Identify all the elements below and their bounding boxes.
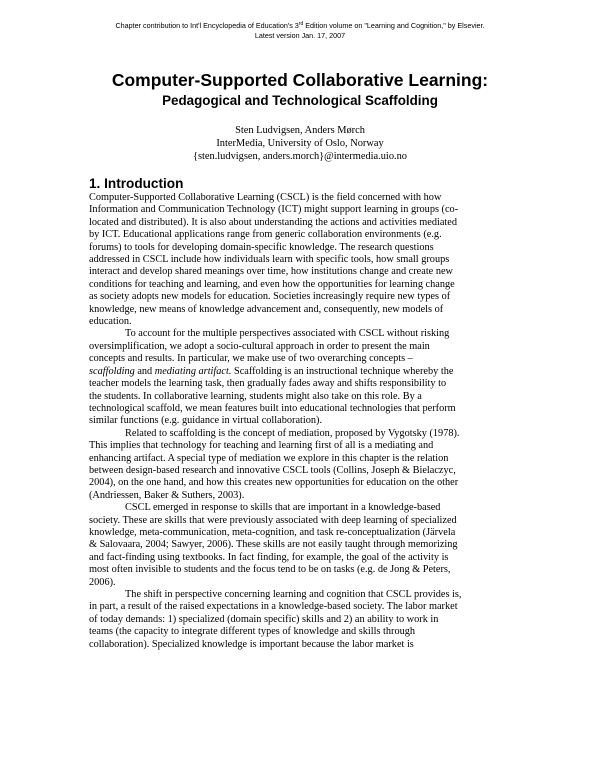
text-line: 2006).	[89, 576, 116, 588]
text-line: This implies that technology for teaching and learning first of all is a mediating and	[89, 440, 434, 452]
text-line: interact and develop shared meanings over time, how institutions change and create new	[89, 266, 453, 278]
text-line: most often invisible to students and the focus tend to be on tasks (e.g. de Jong & Peters,	[89, 564, 451, 576]
chapter-note-text-end: Edition volume on "Learning and Cognition," by Elsevier.	[303, 21, 485, 30]
text-line: similar functions (e.g. guidance in virtual collaboration).	[89, 415, 323, 427]
text-line: CSCL emerged in response to skills that are important in a knowledge-based	[125, 502, 441, 514]
author-email: {sten.ludvigsen, anders.morch}@intermedia.uio.no	[192, 151, 408, 162]
text-line: education.	[89, 316, 132, 328]
text-line: as society adopts new models for education. Societies increasingly require new types of	[89, 291, 451, 303]
text-line: addressed in CSCL include how individuals learn with specific tools, how small groups	[89, 254, 450, 266]
author-block	[40, 124, 560, 163]
text-line: between design-based research and innovative CSCL tools (Collins, Joseph & Bielaczyc,	[89, 464, 456, 476]
body-text	[89, 192, 519, 651]
text-line: of today demands: 1) specialized (domain specific) skills and 2) an ability to work in	[89, 613, 439, 625]
term-scaffolding: scaffolding	[89, 365, 135, 377]
term-mediating-artifact: mediating artifact.	[154, 365, 232, 377]
text-span: and	[134, 365, 155, 377]
chapter-note-superscript: rd	[298, 21, 304, 27]
text-line: by ICT. Educational applications range from generic collaboration environments (e.g.	[89, 229, 442, 241]
text-line: and fact-finding using textbooks. In fact finding, for example, the goal of the activity is	[89, 551, 449, 563]
chapter-note-text: Chapter contribution to Int'l Encyclopedia of Education's 3	[115, 21, 299, 30]
text-line: knowledge, meta-communication, meta-cognition, and task re-conceptualization (Järvela	[89, 526, 456, 538]
text-line: The shift in perspective concerning learning and cognition that CSCL provides is,	[125, 589, 462, 600]
text-line: collaboration). Specialized knowledge is important because the labor market is	[89, 638, 414, 650]
text-line: knowledge, new means of knowledge advancement and, consequently, new models of	[89, 303, 444, 315]
chapter-note	[60, 21, 540, 41]
text-line: in part, a result of the raised expectations in a knowledge-based society. The labor market	[89, 601, 458, 613]
text-line: technological scaffold, we mean features built into educational technologies that perform	[89, 402, 456, 414]
chapter-note-line	[60, 21, 540, 31]
paper-subtitle: Pedagogical and Technological Scaffolding	[162, 93, 438, 108]
text-line: Related to scaffolding is the concept of mediation, proposed by Vygotsky (1978).	[125, 427, 460, 439]
text-line: oversimplification, we adopt a socio-cultural approach in order to present the main	[89, 340, 430, 352]
author-names: Sten Ludvigsen, Anders Mørch	[235, 125, 365, 136]
text-line: Information and Communication Technology (ICT) might support learning in groups (co-	[89, 204, 459, 216]
section-heading: 1. Introduction	[89, 176, 184, 191]
text-line: (Andriessen, Baker & Suthers, 2003).	[89, 489, 245, 501]
author-affiliation: InterMedia, University of Oslo, Norway	[216, 138, 384, 149]
text-line: located and distributed). It is also about understanding the actions and activities mediated	[89, 216, 458, 228]
text-line: the students. In collaborative learning, students might also take on this role. By a	[89, 390, 422, 402]
text-line: Computer-Supported Collaborative Learning (CSCL) is the field concerned with how	[89, 192, 442, 203]
text-line: enhancing artifact. A special type of mediation we explore in this chapter is the relation	[89, 452, 449, 464]
text-line	[89, 366, 519, 378]
text-line: teams (the capacity to integrate different types of knowledge and skills through	[89, 626, 416, 638]
text-line: & Salovaara, 2004; Sawyer, 2006). These skills are not easily taught through memorizing	[89, 539, 458, 551]
text-line: forums) to tools for developing domain-specific knowledge. The research questions	[89, 241, 434, 253]
version-note: Latest version Jan. 17, 2007	[254, 31, 346, 40]
text-line: 2004), on the one hand, and how this creates new opportunities for education on the other	[89, 477, 459, 489]
text-line: society. These are skills that were previously associated with deep learning of specialized	[89, 514, 457, 526]
text-line: To account for the multiple perspectives associated with CSCL without risking	[125, 328, 450, 340]
paper-title: Computer-Supported Collaborative Learning:	[111, 70, 489, 90]
text-line: concepts and results. In particular, we make use of two overarching concepts –	[89, 353, 413, 365]
text-span: Scaffolding is an instructional technique whereby the	[231, 365, 454, 377]
text-line: conditions for teaching and learning, and even how the opportunities for learning change	[89, 278, 455, 290]
text-line: teacher models the learning task, then gradually fades away and shifts responsibility to	[89, 378, 447, 390]
